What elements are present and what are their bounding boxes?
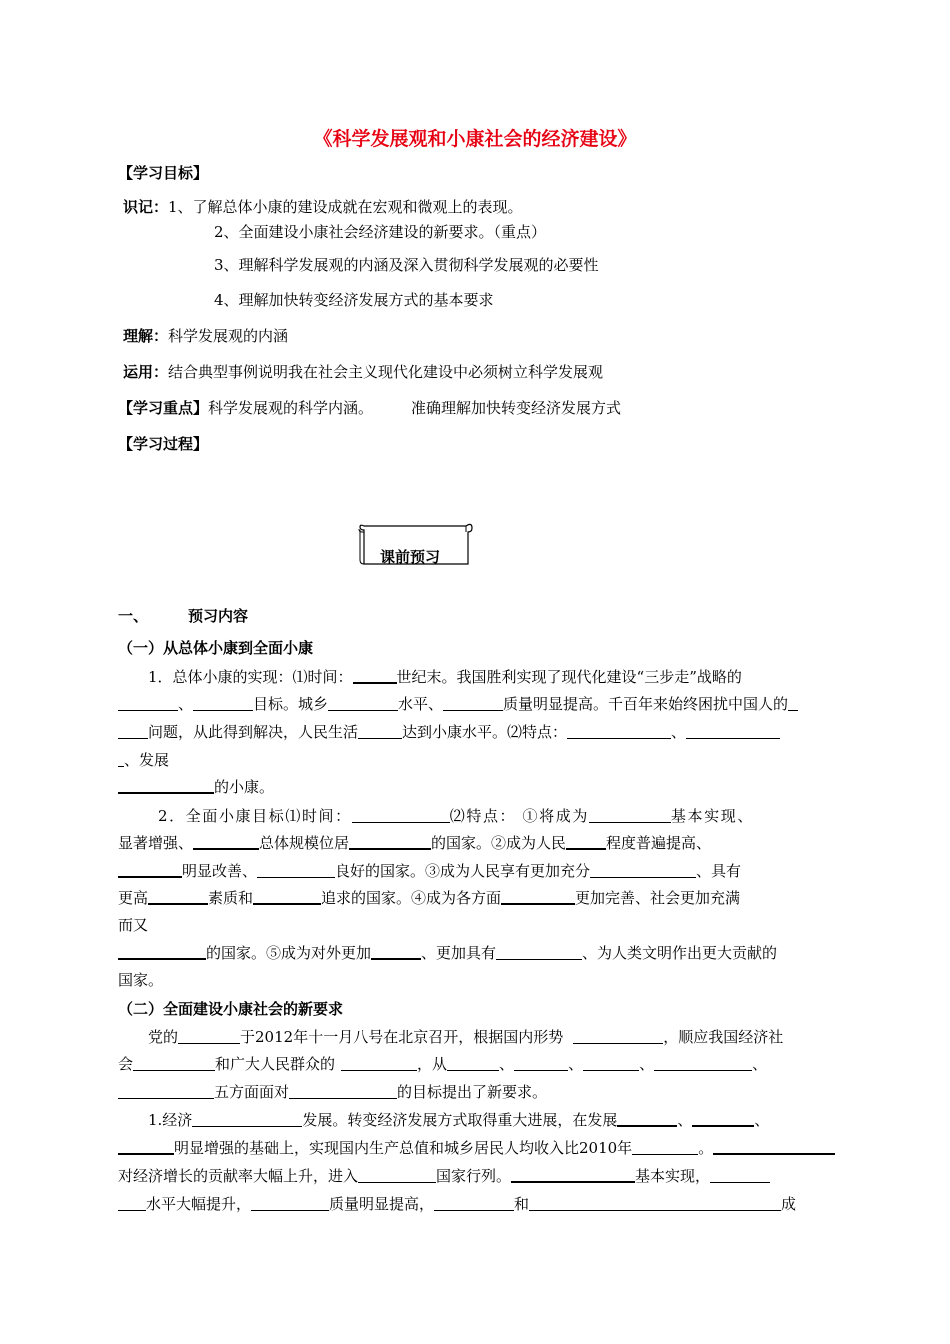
- understand-line: [123, 326, 288, 346]
- text: 发展。转变经济发展方式取得重大进展，在发展: [302, 1111, 618, 1129]
- text: 1．总体小康的实现：⑴时间：: [148, 668, 353, 686]
- blank[interactable]: [566, 833, 606, 850]
- blank[interactable]: [654, 1055, 752, 1071]
- section-one-heading: [118, 606, 248, 626]
- preview-banner: [358, 520, 474, 568]
- text: 、具有: [696, 862, 742, 880]
- key-points-text-1: 科学发展观的科学内涵。: [208, 399, 374, 417]
- part1-line-7: [118, 833, 711, 853]
- blank[interactable]: [192, 1111, 302, 1127]
- blank[interactable]: [567, 723, 671, 739]
- memorize-text-1: 1、了解总体小康的建设成就在宏观和微观上的表现。: [168, 198, 523, 216]
- text: 、: [752, 1055, 768, 1073]
- text: 、: [568, 1055, 584, 1073]
- blank[interactable]: [133, 1055, 215, 1071]
- blank[interactable]: [371, 943, 421, 960]
- text: 总体规模位居: [259, 834, 350, 852]
- text: 会: [118, 1055, 134, 1073]
- understand-label: 理解：: [123, 327, 169, 345]
- blank[interactable]: [710, 1167, 770, 1183]
- part1-line-1: [148, 667, 742, 687]
- text: ，从: [417, 1055, 448, 1073]
- objectives-heading: 【学习目标】: [118, 164, 209, 182]
- part1-line-4: [118, 750, 169, 770]
- part1-line-3: [118, 722, 780, 742]
- text: 质量明显提高。千百年来始终困扰中国人的: [503, 695, 789, 713]
- blank[interactable]: [573, 1028, 663, 1044]
- text: 达到小康水平。⑵特点：: [402, 723, 568, 741]
- part2-line-1: [148, 1027, 783, 1047]
- part2-line-4: [148, 1110, 769, 1130]
- blank[interactable]: [529, 1195, 781, 1211]
- text: 、: [677, 1111, 693, 1129]
- part1-heading: （一）从总体小康到全面小康: [118, 639, 314, 657]
- part1-line-12: 国家。: [118, 971, 164, 989]
- blank[interactable]: [632, 1139, 698, 1155]
- text: 基本实现，: [635, 1167, 711, 1185]
- part2-line-2: [118, 1054, 767, 1074]
- text: 世纪末。我国胜利实现了现代化建设“三步走”战略的: [396, 668, 742, 686]
- blank[interactable]: [353, 667, 397, 684]
- text: 国家行列。: [436, 1167, 512, 1185]
- part2-line-6: [118, 1166, 770, 1186]
- blank[interactable]: [434, 1195, 514, 1211]
- text: 、更加具有: [421, 944, 497, 962]
- text: 显著增强、: [118, 834, 194, 852]
- text: 的目标提出了新要求。: [397, 1083, 548, 1101]
- blank[interactable]: [257, 862, 335, 878]
- text: 、为人类文明作出更大贡献的: [582, 944, 778, 962]
- text: 和: [514, 1195, 530, 1213]
- blank[interactable]: [118, 723, 148, 739]
- blank[interactable]: [358, 1167, 436, 1183]
- blank[interactable]: [358, 723, 402, 739]
- blank[interactable]: [617, 1110, 677, 1127]
- part2-heading: （二）全面建设小康社会的新要求: [118, 1000, 344, 1018]
- text: 目标。城乡: [253, 695, 329, 713]
- blank[interactable]: [193, 695, 253, 711]
- memorize-item-3: 3、理解科学发展观的内涵及深入贯彻科学发展观的必要性: [214, 256, 599, 274]
- blank[interactable]: [289, 1083, 397, 1099]
- blank[interactable]: [589, 807, 671, 823]
- part1-line-2: [118, 694, 798, 714]
- blank[interactable]: [349, 833, 431, 850]
- blank[interactable]: [118, 943, 206, 960]
- blank[interactable]: [447, 1055, 499, 1071]
- text: ⑵特点： ①将成为: [449, 807, 589, 825]
- blank[interactable]: [341, 1055, 417, 1071]
- text: 五方面面对: [214, 1083, 290, 1101]
- text: 素质和: [208, 889, 254, 907]
- text: 、: [178, 695, 194, 713]
- part2-line-3: [118, 1082, 547, 1102]
- text: 于2012年十一月八号在北京召开，根据国内形势: [240, 1028, 564, 1046]
- memorize-label: 识记：: [123, 198, 169, 216]
- text: 更加完善、社会更加充满: [575, 889, 741, 907]
- blank[interactable]: [251, 1195, 329, 1211]
- blank[interactable]: [496, 944, 582, 960]
- blank[interactable]: [328, 695, 398, 711]
- blank[interactable]: [692, 1110, 754, 1127]
- blank[interactable]: [511, 1166, 635, 1183]
- blank[interactable]: [118, 777, 214, 794]
- text: 。: [698, 1139, 714, 1157]
- blank[interactable]: [148, 888, 208, 905]
- apply-line: [123, 362, 603, 382]
- part1-line-9: [118, 888, 740, 908]
- understand-text: 科学发展观的内涵: [168, 327, 289, 345]
- part2-line-7: [118, 1194, 796, 1214]
- text: ，顺应我国经济社: [663, 1028, 784, 1046]
- text: 、发展: [124, 751, 170, 769]
- text: 明显改善、: [182, 862, 258, 880]
- preview-banner-label: 课前预习: [380, 548, 441, 566]
- blank[interactable]: [253, 888, 321, 905]
- process-heading: 【学习过程】: [118, 435, 209, 453]
- blank[interactable]: [118, 1195, 146, 1211]
- text: 基本实现、: [670, 807, 754, 825]
- blank[interactable]: [713, 1138, 835, 1155]
- apply-text: 结合典型事例说明我在社会主义现代化建设中必须树立科学发展观: [168, 363, 604, 381]
- part1-line-10: 而又: [118, 916, 149, 934]
- blank[interactable]: [590, 862, 696, 878]
- text: 追求的国家。④成为各方面: [321, 889, 502, 907]
- blank[interactable]: [583, 1055, 639, 1071]
- text: 问题，从此得到解决，人民生活: [148, 723, 359, 741]
- text: 明显增强的基础上，实现国内生产总值和城乡居民人均收入比2010年: [174, 1139, 633, 1157]
- text: 良好的国家。③成为人民享有更加充分: [335, 862, 591, 880]
- text: 1.经济: [148, 1111, 193, 1129]
- document-title: 《科学发展观和小康社会的经济建设》: [313, 128, 637, 150]
- section-one-title: 预习内容: [188, 607, 249, 625]
- blank[interactable]: [118, 1138, 174, 1155]
- text: 党的: [148, 1028, 179, 1046]
- part2-line-5: [118, 1138, 835, 1158]
- text: 、: [754, 1111, 770, 1129]
- key-points-line: [118, 398, 621, 418]
- text: 的国家。②成为人民: [431, 834, 567, 852]
- text: 水平、: [398, 695, 444, 713]
- blank[interactable]: [193, 833, 259, 850]
- memorize-item-2: 2、全面建设小康社会经济建设的新要求。（重点）: [214, 223, 547, 241]
- text: 更高: [118, 889, 149, 907]
- text: 、: [671, 723, 687, 741]
- blank[interactable]: [352, 807, 450, 823]
- blank[interactable]: [443, 695, 503, 711]
- text: 成: [781, 1195, 797, 1213]
- blank[interactable]: [788, 695, 798, 711]
- section-one-number: 一、: [118, 607, 149, 625]
- memorize-item-1: [123, 197, 523, 217]
- text: 对经济增长的贡献率大幅上升，进入: [118, 1167, 359, 1185]
- blank[interactable]: [501, 888, 575, 905]
- blank[interactable]: [686, 723, 780, 739]
- blank[interactable]: [118, 1083, 214, 1099]
- apply-label: 运用：: [123, 363, 169, 381]
- text: 水平大幅提升，: [146, 1195, 252, 1213]
- text: 程度普遍提高、: [606, 834, 712, 852]
- part1-line-6: [158, 806, 754, 826]
- text: 质量明显提高，: [329, 1195, 435, 1213]
- blank[interactable]: [178, 1028, 240, 1044]
- key-points-heading: 【学习重点】: [118, 399, 209, 417]
- key-points-text-2: 准确理解加快转变经济发展方式: [411, 399, 622, 417]
- blank[interactable]: [118, 861, 182, 878]
- text: 、: [499, 1055, 515, 1073]
- text: 和广大人民群众的: [215, 1055, 336, 1073]
- blank[interactable]: [118, 695, 178, 711]
- memorize-item-4: 4、理解加快转变经济发展方式的基本要求: [214, 291, 494, 309]
- text: 2．全面小康目标⑴时间：: [158, 807, 352, 825]
- blank[interactable]: [514, 1055, 568, 1071]
- text: 的国家。⑤成为对外更加: [206, 944, 372, 962]
- part1-line-5: [118, 777, 274, 797]
- part1-line-11: [118, 943, 777, 963]
- text: 的小康。: [214, 778, 275, 796]
- text: 、: [639, 1055, 655, 1073]
- part1-line-8: [118, 861, 741, 881]
